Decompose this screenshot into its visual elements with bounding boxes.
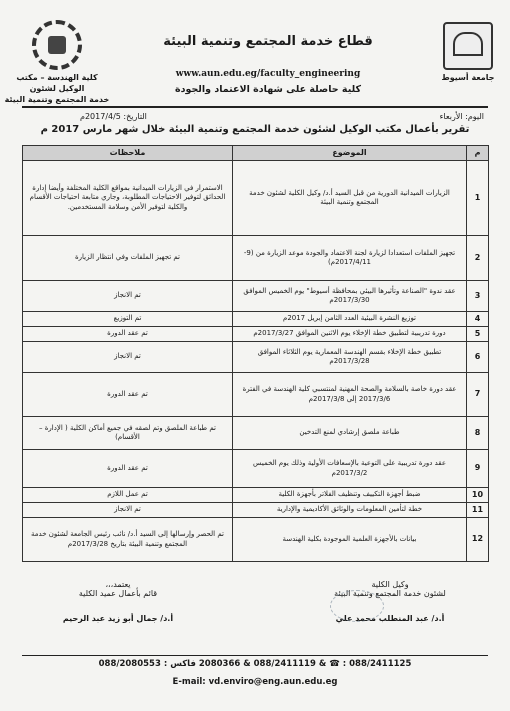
table-row bbox=[23, 450, 489, 488]
faculty-line-2: خدمة المجتمع وتنمية البيئة bbox=[4, 94, 110, 104]
row-num: 2 bbox=[467, 236, 489, 281]
row-subject: الزيارات الميدانية الدورية من قبل السيد أ.د/ وكيل الكلية لشئون خدمة المجتمع وتنمية البيئة bbox=[233, 161, 467, 236]
row-subject: طباعة ملصق إرشادي لمنع التدخين bbox=[233, 417, 467, 450]
row-notes: الاستمرار في الزيارات الميدانية بمواقع الكلية المختلفة وأيضا إدارة الحدائق لتوفير الاحتياجات المطلوبة، وجاري متابعة احتياجات الأقسام والكلية لتوفير الأمن وسلامة المستخدمين. bbox=[23, 161, 233, 236]
activities-table bbox=[22, 145, 489, 562]
table-row bbox=[23, 161, 489, 236]
vice-dean-name: أ.د/ عبد المنطلب محمد علي bbox=[335, 614, 445, 623]
row-subject: عقد دورة تدريبية على التوعية بالإسعافات الأولية وذلك يوم الخميس 2017/3/2م bbox=[233, 450, 467, 488]
row-subject: بيانات بالأجهزة العلمية الموجودة بكلية الهندسة bbox=[233, 518, 467, 562]
table-row bbox=[23, 342, 489, 373]
row-num: 7 bbox=[467, 373, 489, 417]
report-title: تقرير بأعمال مكتب الوكيل لشئون خدمة المجتمع وتنمية البيئة خلال شهر مارس 2017 م bbox=[40, 124, 470, 135]
table-row bbox=[23, 236, 489, 281]
table-header-row bbox=[23, 146, 489, 161]
dean-title: قائم بأعمال عميد الكلية bbox=[78, 589, 158, 598]
row-num: 9 bbox=[467, 450, 489, 488]
row-notes: تم طباعة الملصق وتم لصقه في جميع أماكن الكلية ( الإدارة – الأقسام) bbox=[23, 417, 233, 450]
report-date: التاريخ: 2017/4/5م bbox=[80, 112, 147, 121]
row-notes: تم عقد الدورة bbox=[23, 373, 233, 417]
faculty-gear-logo-icon bbox=[32, 20, 82, 70]
row-num: 4 bbox=[467, 312, 489, 327]
row-num: 12 bbox=[467, 518, 489, 562]
footer-phones: 088/2411125 : ☎ & 088/2411119 & 2080366 فاكس : 088/2080553 bbox=[98, 659, 412, 669]
row-num: 5 bbox=[467, 327, 489, 342]
university-header bbox=[432, 22, 504, 84]
office-stamp-icon bbox=[330, 590, 384, 622]
row-subject: تطبيق خطة الإخلاء بقسم الهندسة المعمارية يوم الثلاثاء الموافق 2017/3/28م bbox=[233, 342, 467, 373]
university-logo-icon bbox=[443, 22, 493, 70]
report-day: اليوم: الأربعاء bbox=[439, 112, 484, 121]
header-divider bbox=[22, 106, 488, 108]
row-subject: خطة لتأمين المعلومات والوثائق الأكاديمية والإدارية bbox=[233, 503, 467, 518]
university-name: جامعة أسيوط bbox=[441, 73, 495, 82]
row-num: 3 bbox=[467, 281, 489, 312]
row-subject: عقد دورة خاصة بالسلامة والصحة المهنية لمنتسبي كلية الهندسة في الفترة 2017/3/6 إلى 2017/3/8م bbox=[233, 373, 467, 417]
faculty-header bbox=[4, 20, 110, 105]
accreditation-line: كلية حاصلة على شهادة الاعتماد والجودة bbox=[175, 84, 361, 95]
table-row bbox=[23, 327, 489, 342]
row-subject: تجهيز الملفات استعدادا لزيارة لجنة الاعتماد والجودة موعد الزيارة من (9-2017/4/11م) bbox=[233, 236, 467, 281]
faculty-line-1: كلية الهندسة – مكتب الوكيل لشئون bbox=[16, 73, 98, 93]
approval-label: يعتمد،،، bbox=[105, 580, 131, 589]
table-row bbox=[23, 312, 489, 327]
vice-dean-title: وكيل الكلية bbox=[371, 580, 409, 589]
vice-dean-signature-block bbox=[300, 580, 480, 623]
row-notes: تم عمل اللازم bbox=[23, 488, 233, 503]
row-notes: تم عقد الدورة bbox=[23, 327, 233, 342]
table-row bbox=[23, 281, 489, 312]
row-subject: عقد ندوة "الصناعة وتأثيرها البيئي بمحافظة أسيوط" يوم الخميس الموافق 2017/3/30م bbox=[233, 281, 467, 312]
row-num: 10 bbox=[467, 488, 489, 503]
row-subject: توزيع النشرة البيئية العدد الثامن إبريل 2017م bbox=[233, 312, 467, 327]
row-notes: تم الحصر وإرسالها إلى السيد أ.د/ نائب رئيس الجامعة لشئون خدمة المجتمع وتنمية البيئة بتاريخ 2017/3/28م bbox=[23, 518, 233, 562]
row-num: 8 bbox=[467, 417, 489, 450]
row-num: 1 bbox=[467, 161, 489, 236]
row-notes: تم الانجاز bbox=[23, 342, 233, 373]
row-notes: تم الانجاز bbox=[23, 281, 233, 312]
dean-name: أ.د/ جمال أبو زيد عبد الرحيم bbox=[62, 614, 174, 623]
col-header-notes: ملاحظات bbox=[23, 146, 233, 161]
col-header-subject: الموضوع bbox=[233, 146, 467, 161]
row-notes: تم الانجاز bbox=[23, 503, 233, 518]
row-num: 11 bbox=[467, 503, 489, 518]
row-subject: ضبط أجهزة التكييف وتنظيف الفلاتر بأجهزة الكلية bbox=[233, 488, 467, 503]
vice-dean-role: لشئون خدمة المجتمع وتنمية البيئة bbox=[334, 589, 446, 598]
row-notes: تم تجهيز الملفات وفي انتظار الزيارة bbox=[23, 236, 233, 281]
table-row bbox=[23, 518, 489, 562]
header-center bbox=[118, 34, 418, 95]
table-row bbox=[23, 373, 489, 417]
row-num: 6 bbox=[467, 342, 489, 373]
table-row bbox=[23, 488, 489, 503]
table-row bbox=[23, 503, 489, 518]
footer-divider bbox=[22, 655, 488, 656]
col-header-num: م bbox=[467, 146, 489, 161]
sector-title: قطاع خدمة المجتمع وتنمية البيئة bbox=[163, 34, 373, 49]
footer-email: E-mail: vd.enviro@eng.aun.edu.eg bbox=[172, 677, 338, 687]
dean-signature-block bbox=[28, 580, 208, 623]
faculty-url: www.aun.edu.eg/faculty_engineering bbox=[175, 69, 361, 79]
row-subject: دورة تدريبية لتطبيق خطة الإخلاء يوم الاثنين الموافق 2017/3/27م bbox=[233, 327, 467, 342]
row-notes: تم التوزيع bbox=[23, 312, 233, 327]
row-notes: تم عقد الدورة bbox=[23, 450, 233, 488]
table-row bbox=[23, 417, 489, 450]
